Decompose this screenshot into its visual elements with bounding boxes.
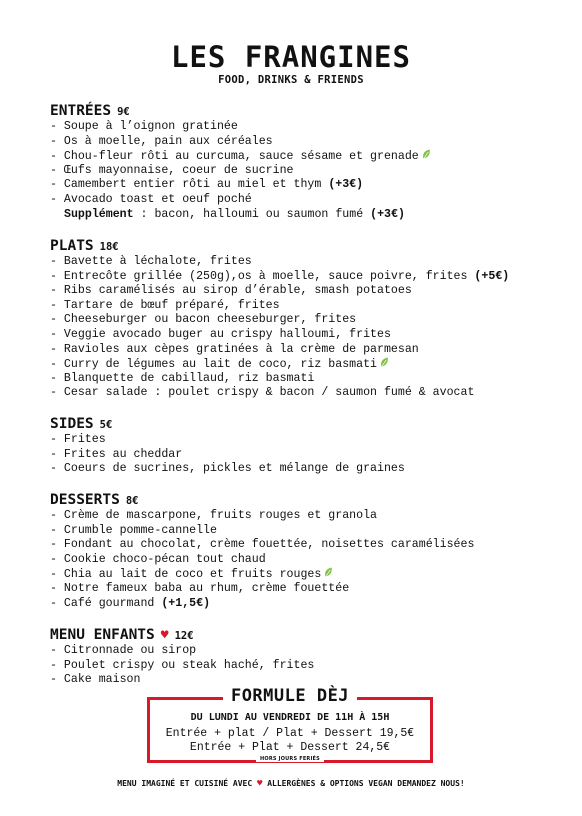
supplement-surcharge: (+3€): [370, 207, 405, 221]
section-title: PLATS: [50, 238, 94, 254]
formule-days: DU LUNDI AU VENDREDI DE 11H À 15H: [190, 712, 390, 723]
list-item: - Crème de mascarpone, fruits rouges et granola: [50, 509, 377, 522]
restaurant-name: LES FRANGINES: [171, 40, 411, 74]
list-item: - Cesar salade : poulet crispy & bacon / saumon fumé & avocat: [50, 386, 475, 400]
formule-title: FORMULE DÈJ: [223, 686, 357, 706]
section-price: 5€: [99, 419, 113, 431]
list-item: - Poulet crispy ou steak haché, frites: [50, 658, 315, 672]
restaurant-tagline: FOOD, DRINKS & FRIENDS: [218, 74, 364, 86]
formule-offer-2: Entrée + Plat + Dessert 24,5€: [189, 741, 391, 754]
section-menu-enfants: [50, 626, 570, 688]
item-text: - Camembert entier rôti au miel et thym: [50, 178, 322, 192]
section-title: ENTRÉES: [50, 103, 112, 119]
list-item: - Tartare de bœuf préparé, frites: [50, 298, 280, 312]
item-text: - Curry de légumes au lait de coco, riz basmati: [50, 358, 377, 372]
list-item: - Cookie choco-pécan tout chaud: [50, 552, 266, 566]
formule-offer-1: Entrée + plat / Plat + Dessert 19,5€: [165, 727, 415, 740]
list-item: - Fondant au chocolat, crème fouettée, noisettes caramélisées: [50, 538, 475, 552]
leaf-icon: [380, 357, 389, 368]
section-header: [50, 626, 570, 644]
footer-text-left: MENU IMAGINÉ ET CUISINÉ AVEC: [117, 779, 257, 788]
list-item: - Avocado toast et oeuf poché: [50, 192, 252, 206]
list-item: - Crumble pomme-cannelle: [50, 523, 217, 537]
supplement-line: [50, 208, 570, 223]
list-item: - Ribs caramélisés au sirop d’érable, smash potatoes: [50, 284, 412, 298]
formule-dej-box: [147, 686, 433, 763]
heart-icon: ♥: [160, 628, 169, 643]
list-item: - Blanquette de cabillaud, riz basmati: [50, 371, 315, 385]
list-item: - Cake maison: [50, 673, 141, 687]
list-item: - Cheeseburger ou bacon cheeseburger, frites: [50, 313, 357, 327]
section-entrees: [50, 102, 570, 222]
list-item: [50, 567, 570, 582]
list-item: - Œufs mayonnaise, coeur de sucrine: [50, 163, 294, 177]
footer-note: [0, 779, 582, 789]
section-desserts: [50, 491, 570, 611]
list-item: - Frites au cheddar: [50, 447, 183, 461]
section-header: [50, 491, 570, 509]
section-sides: [50, 415, 570, 477]
section-header: [50, 237, 570, 255]
list-item: - Notre fameux baba au rhum, crème fouettée: [50, 581, 350, 595]
item-surcharge: (+5€): [474, 269, 510, 283]
section-title: MENU ENFANTS: [50, 627, 155, 643]
list-item: - Bavette à léchalote, frites: [50, 255, 252, 268]
section-title: SIDES: [50, 416, 94, 432]
list-item: - Coeurs de sucrines, pickles et mélange de graines: [50, 462, 405, 476]
list-item: - Os à moelle, pain aux céréales: [50, 134, 273, 148]
list-item: [50, 597, 570, 612]
leaf-icon: [324, 567, 333, 578]
item-text: - Entrecôte grillée (250g),os à moelle, sauce poivre, frites: [50, 269, 468, 283]
leaf-icon: [422, 149, 431, 160]
list-item: - Frites: [50, 433, 106, 446]
supplement-label: Supplément: [64, 207, 134, 221]
list-item: [50, 178, 570, 193]
section-price: 12€: [174, 630, 194, 642]
formule-note: HORS JOURS FERIÉS: [256, 756, 324, 762]
item-text: - Café gourmand: [50, 596, 155, 610]
footer-text-right: ALLERGÈNES & OPTIONS VEGAN DEMANDEZ NOUS!: [262, 779, 465, 788]
list-item: - Soupe à l’oignon gratinée: [50, 120, 238, 133]
list-item: - Ravioles aux cèpes gratinées à la crème de parmesan: [50, 342, 419, 356]
section-price: 8€: [125, 495, 139, 507]
section-price: 18€: [99, 241, 119, 253]
list-item: [50, 357, 570, 372]
item-text: - Chia au lait de coco et fruits rouges: [50, 568, 322, 582]
heart-icon: ♥: [256, 779, 263, 789]
list-item: [50, 149, 570, 164]
list-item: - Citronnade ou sirop: [50, 644, 197, 657]
item-surcharge: (+1,5€): [161, 596, 211, 610]
item-text: - Chou-fleur rôti au curcuma, sauce sésame et grenade: [50, 150, 419, 164]
section-plats: [50, 237, 570, 401]
section-header: [50, 102, 570, 120]
list-item: - Veggie avocado buger au crispy halloumi, frites: [50, 327, 391, 341]
section-header: [50, 415, 570, 433]
list-item: [50, 270, 570, 285]
supplement-text: : bacon, halloumi ou saumon fumé: [133, 207, 371, 221]
item-surcharge: (+3€): [328, 178, 364, 192]
section-title: DESSERTS: [50, 492, 120, 508]
section-price: 9€: [117, 106, 130, 118]
